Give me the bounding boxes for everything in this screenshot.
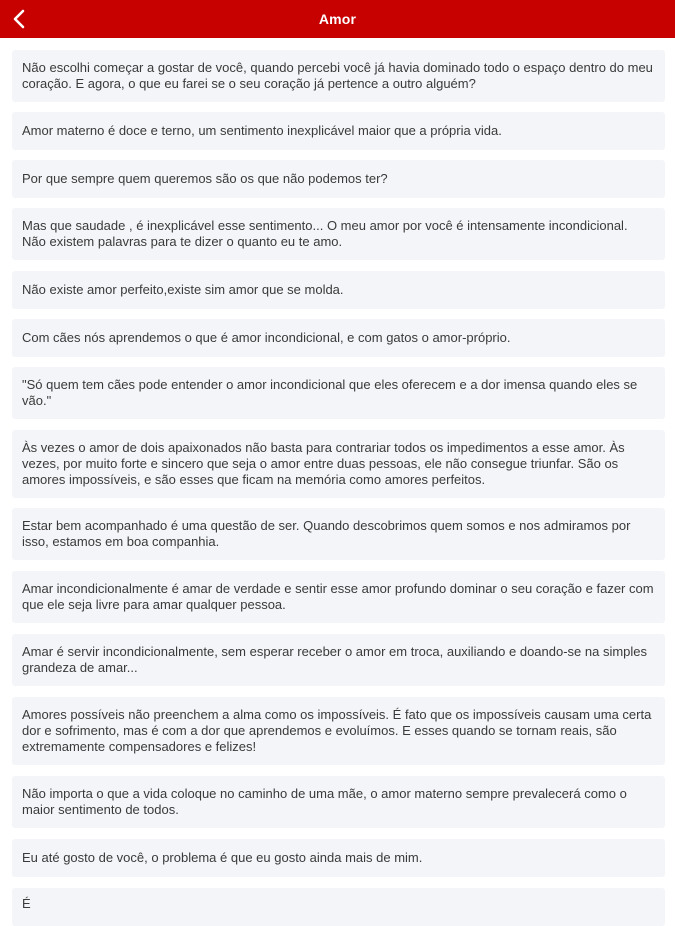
- quote-card[interactable]: [12, 208, 665, 260]
- quote-card[interactable]: [12, 634, 665, 686]
- quote-card[interactable]: [12, 508, 665, 560]
- back-button[interactable]: [4, 4, 34, 34]
- quote-card[interactable]: [12, 112, 665, 150]
- quote-text: Mas que saudade , é inexplicável esse sentimento... O meu amor por você é intensamente incondicional. Não existem palavras para te dizer o quanto eu te amo.: [22, 218, 628, 249]
- quote-text: Com cães nós aprendemos o que é amor incondicional, e com gatos o amor-próprio.: [22, 330, 511, 345]
- quote-list[interactable]: [0, 38, 675, 911]
- quote-card[interactable]: [12, 430, 665, 498]
- quote-card[interactable]: [12, 271, 665, 309]
- quote-text: É: [22, 896, 31, 911]
- quote-card[interactable]: [12, 571, 665, 623]
- quote-text: Não existe amor perfeito,existe sim amor que se molda.: [22, 282, 344, 297]
- quote-text: Não importa o que a vida coloque no caminho de uma mãe, o amor materno sempre prevalecerá como o maior sentimento de todos.: [22, 786, 627, 817]
- page-title: Amor: [318, 11, 357, 27]
- quote-text: Às vezes o amor de dois apaixonados não basta para contrariar todos os impedimentos a esse amor. Às vezes, por muito forte e sincero que seja o amor entre duas pessoas, ele não consegue triunfar. São os amores impossíveis, e são esses que ficam na memória como amores perfeitos.: [22, 440, 625, 487]
- quote-text: Por que sempre quem queremos são os que não podemos ter?: [22, 171, 388, 186]
- quote-text: Amar é servir incondicionalmente, sem esperar receber o amor em troca, auxiliando e doando-se na simples grandeza de amar...: [22, 644, 648, 675]
- quote-card[interactable]: [12, 776, 665, 828]
- quote-text: "Só quem tem cães pode entender o amor incondicional que eles oferecem e a dor imensa quando eles se vão.": [22, 377, 638, 408]
- chevron-left-icon: [12, 9, 26, 29]
- quote-text: Amores possíveis não preenchem a alma como os impossíveis. É fato que os impossíveis causam uma certa dor e sofrimento, mas é com a dor que aprendemos e evoluímos. E esses quando se tornam reais, são extremamente compensadores e felizes!: [22, 707, 652, 754]
- top-app-bar: [0, 0, 675, 38]
- quote-text: Amor materno é doce e terno, um sentimento inexplicável maior que a própria vida.: [22, 123, 502, 138]
- quote-card[interactable]: [12, 888, 665, 926]
- quote-card[interactable]: [12, 839, 665, 877]
- quote-text: Amar incondicionalmente é amar de verdade e sentir esse amor profundo dominar o seu coração e fazer com que ele seja livre para amar qualquer pessoa.: [22, 581, 654, 612]
- quote-card[interactable]: [12, 697, 665, 765]
- quote-card[interactable]: [12, 50, 665, 102]
- quote-text: Não escolhi começar a gostar de você, quando percebi você já havia dominado todo o espaço dentro do meu coração. E agora, o que eu farei se o seu coração já pertence a outro alguém?: [22, 60, 653, 91]
- quote-card[interactable]: [12, 160, 665, 198]
- quote-text: Estar bem acompanhado é uma questão de ser. Quando descobrimos quem somos e nos admiramos por isso, estamos em boa companhia.: [22, 518, 631, 549]
- quote-card[interactable]: [12, 367, 665, 419]
- quote-card[interactable]: [12, 319, 665, 357]
- quote-text: Eu até gosto de você, o problema é que eu gosto ainda mais de mim.: [22, 850, 423, 865]
